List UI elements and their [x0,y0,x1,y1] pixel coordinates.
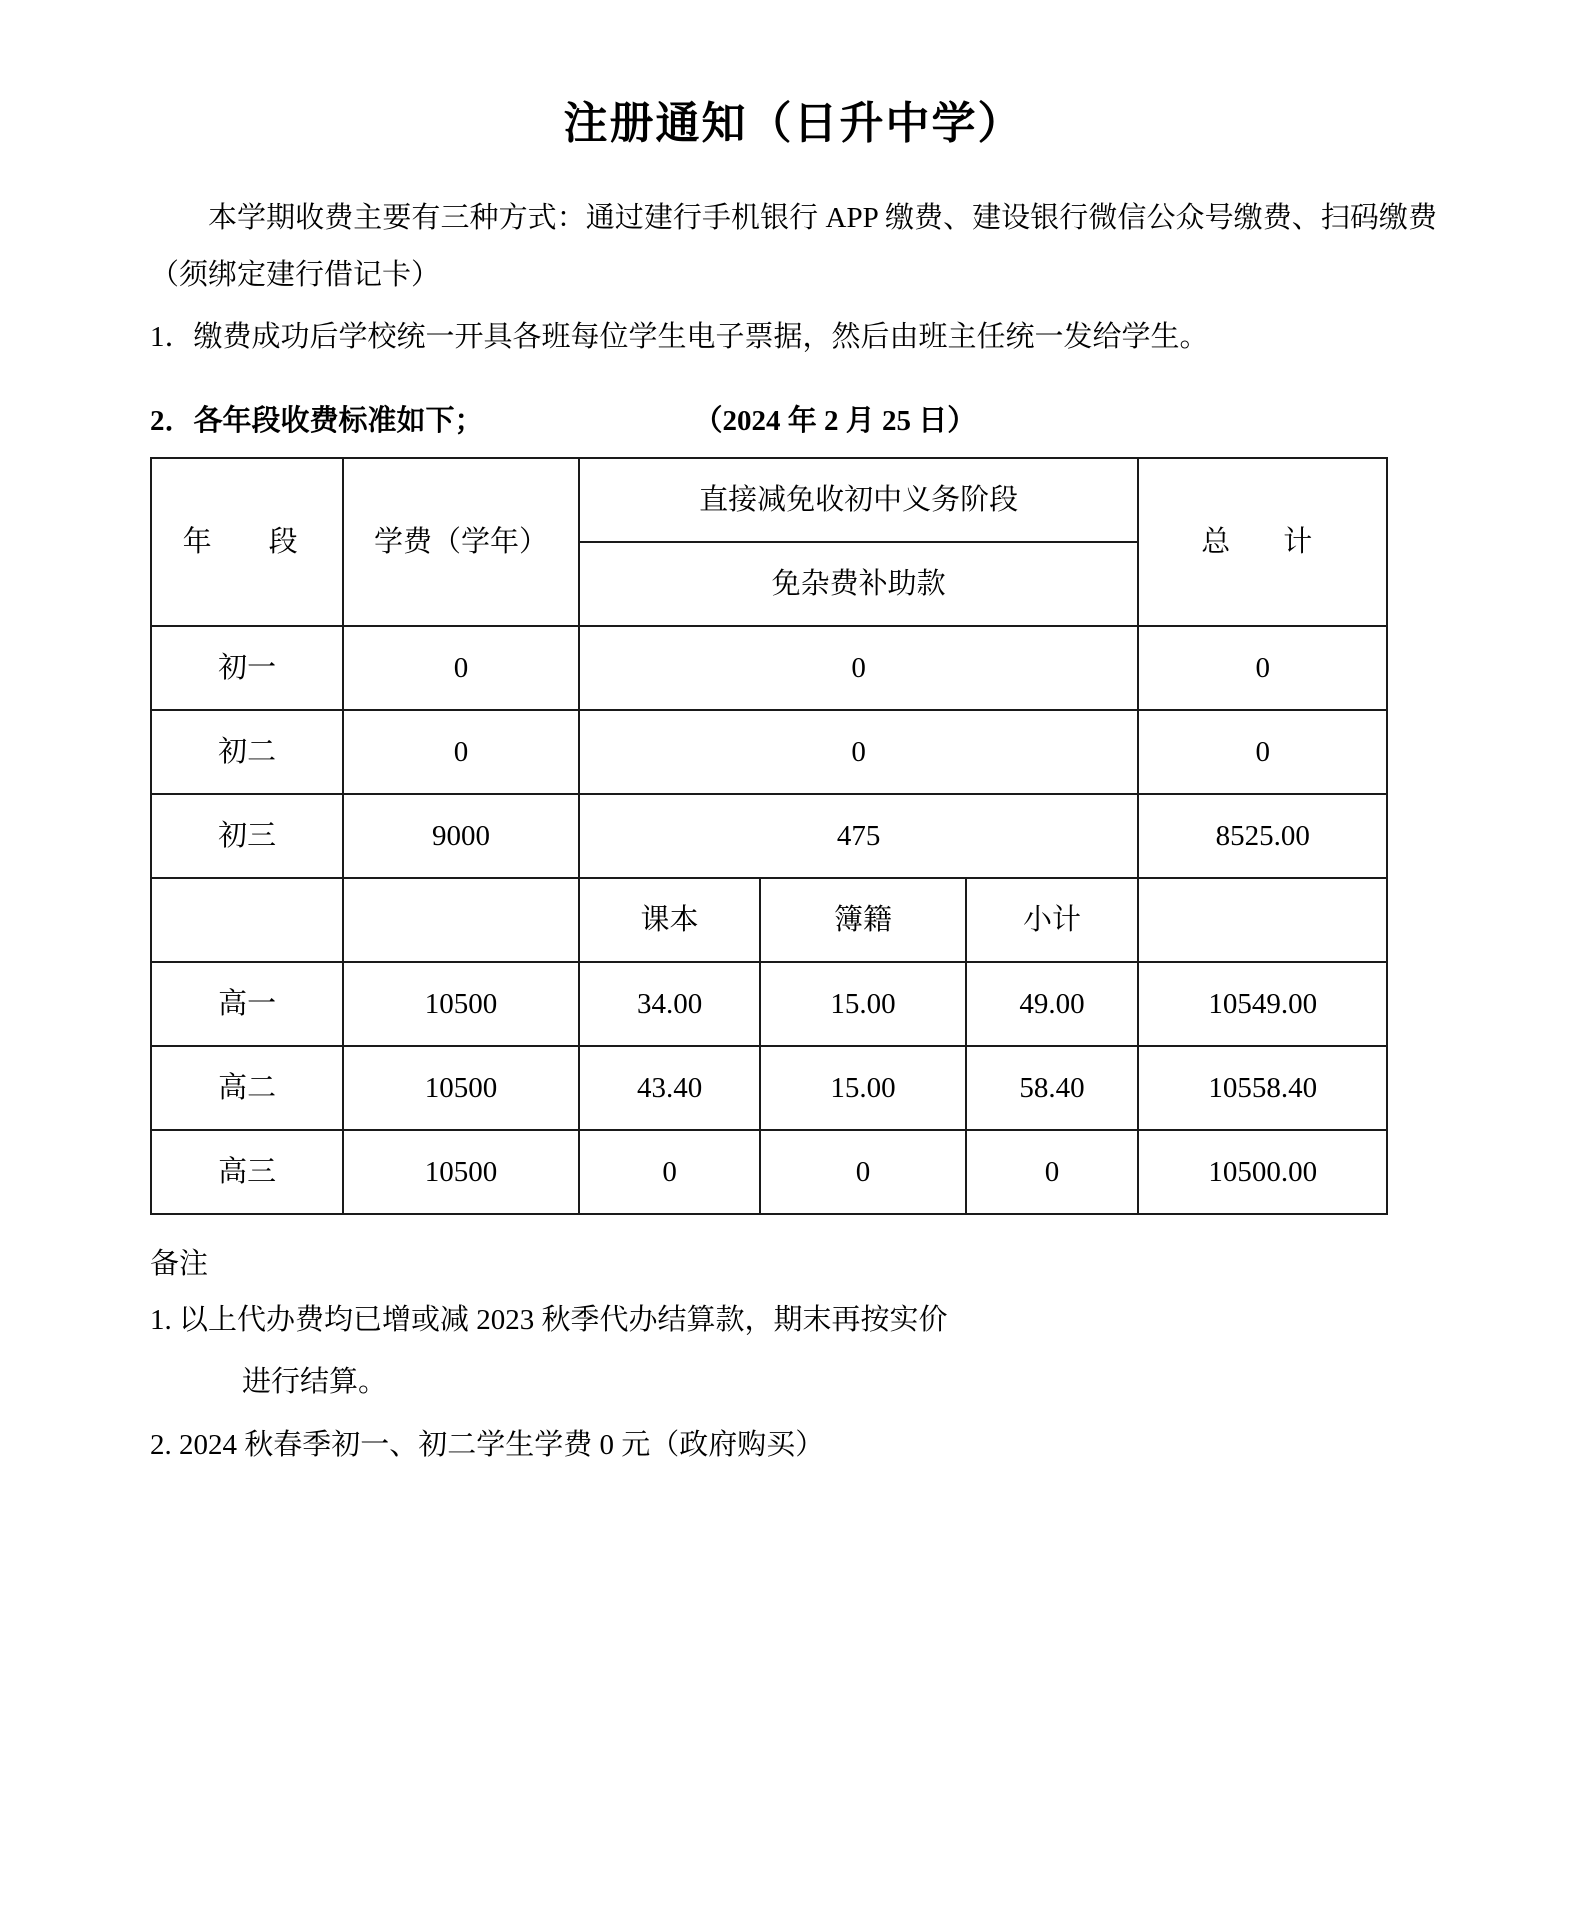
cell-empty-total [1138,878,1387,962]
cell-notebook: 0 [760,1130,965,1214]
note-item: 2. 2024 秋春季初一、初二学生学费 0 元（政府购买） [150,1428,825,1461]
section-2-label: 2．各年段收费标准如下； [150,404,484,437]
cell-exempt: 0 [579,710,1139,794]
header-notebook: 簿籍 [760,878,965,962]
spacer [150,372,1437,398]
section-2-heading [150,398,1437,439]
fee-table [150,457,1388,1215]
header-exempt-line1: 直接减免收初中义务阶段 [579,458,1139,542]
cell-exempt: 0 [579,626,1139,710]
numbered-item-1: 1．缴费成功后学校统一开具各班每位学生电子票据，然后由班主任统一发给学生。 [150,321,1209,354]
cell-year: 初三 [151,794,343,878]
header-tuition: 学费（学年） [343,458,579,626]
table-row [151,710,1387,794]
cell-subtotal: 0 [966,1130,1139,1214]
table-row [151,1130,1387,1214]
cell-tuition: 10500 [343,962,579,1046]
table-row [151,626,1387,710]
page-title: 注册通知（日升中学） [563,99,1024,148]
cell-total: 0 [1138,710,1387,794]
cell-total: 10500.00 [1138,1130,1387,1214]
table-header-row [151,458,1387,542]
cell-tuition: 0 [343,626,579,710]
cell-tuition: 9000 [343,794,579,878]
cell-total: 0 [1138,626,1387,710]
cell-tuition: 0 [343,710,579,794]
section-2-date: （2024 年 2 月 25 日） [693,404,977,437]
cell-textbook: 34.00 [579,962,761,1046]
table-row [151,1046,1387,1130]
cell-empty-tuition [343,878,579,962]
cell-subtotal: 49.00 [966,962,1139,1046]
cell-notebook: 15.00 [760,962,965,1046]
header-subtotal: 小计 [966,878,1139,962]
table-subheader-row [151,878,1387,962]
cell-textbook: 43.40 [579,1046,761,1130]
note-item: 1. 以上代办费均已增或减 2023 秋季代办结算款，期末再按实价 [150,1303,948,1336]
cell-year: 高三 [151,1130,343,1214]
cell-year: 初一 [151,626,343,710]
table-row [151,962,1387,1046]
cell-total: 10549.00 [1138,962,1387,1046]
cell-tuition: 10500 [343,1046,579,1130]
header-total: 总 计 [1138,458,1387,626]
table-row [151,794,1387,878]
cell-total: 10558.40 [1138,1046,1387,1130]
cell-exempt: 475 [579,794,1139,878]
cell-empty-year [151,878,343,962]
cell-year: 初二 [151,710,343,794]
cell-year: 高二 [151,1046,343,1130]
header-exempt-line2: 免杂费补助款 [579,542,1139,626]
cell-subtotal: 58.40 [966,1046,1139,1130]
cell-year: 高一 [151,962,343,1046]
cell-total: 8525.00 [1138,794,1387,878]
notes-title: 备注 [150,1247,209,1280]
intro-paragraph: 本学期收费主要有三种方式：通过建行手机银行 APP 缴费、建设银行微信公众号缴费、扫码缴费（须绑定建行借记卡） [150,202,1437,291]
note-item-continuation: 进行结算。 [242,1366,388,1399]
cell-tuition: 10500 [343,1130,579,1214]
header-textbook: 课本 [579,878,761,962]
cell-notebook: 15.00 [760,1046,965,1130]
cell-textbook: 0 [579,1130,761,1214]
header-year: 年 段 [151,458,343,626]
